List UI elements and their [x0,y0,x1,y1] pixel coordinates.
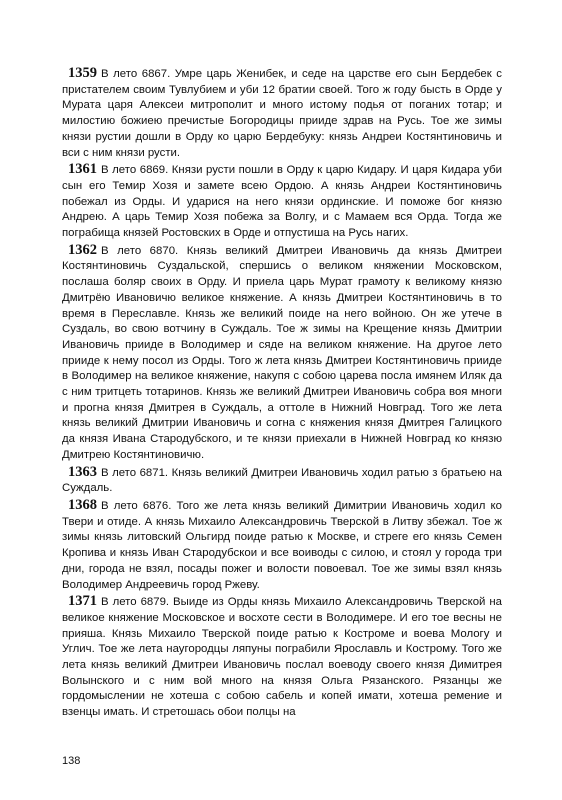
entry-year: 1359 [68,65,97,81]
entry-1362 [62,243,502,464]
entry-1359 [62,66,502,161]
entry-text: В лето 6870. Князь великий Дмитреи Ивановичь да князь Дмитреи Костянтиновичь Суздальской, спершись о великом княжении Московском, послаша боляр своих в Орду. И приела царь Мурат грамоту к великому князю Дмитрёю Ивановичю великое княжение. А князь Дмитреи Костянтиновичь в то время в Переславле. Князь же великий поиде на него войною. Он же утече в Суздаль, во свою вотчину в Суждаль. Тое ж зимы на Крещение князь Дмитрии Ивановичь прииде в Володимер и сяде на великом княжение. На другое лето прииде к нему посол из Орды. Того ж лета князь Дмитреи Костянтиновичь прииде в Володимер на великое княжение, накупя с собою царева посла имянем Иляк да с ним тритцеть тотаринов. Князь же великий Дмитреи Ивановичь собра воя многи и прогна князя Дмитрея в Суждаль, а оттоле в Нижний Новград. Того же лета князь великий Дмитрии Ивановичь и согна с княжения князя Дмитрея Галицкого да князя Ивана Стародубского, и те князи приехали в Нижней Новград ко князю Дмитрею Костянтиновичю. [62,244,502,461]
entry-year: 1363 [68,463,97,480]
entry-1363 [62,465,502,497]
entry-1368 [62,498,502,593]
entry-year: 1361 [68,161,97,178]
entry-text: В лето 6867. Умре царь Женибек, и седе на царстве его сын Бердебек с пристателем своим Тувлубием и уби 12 братии своей. Того ж году бысть в Орде у Мурата царя Алексеи митрополит и много истому подья от поганих тотар; и милостию божиею пречистые Богородицы прииде здрав на Русь. Тое же зимы князи рустии дошли в Орду ко царю Бердебуку: князь Андреи Костянтиновичь и вси с ним князи русти. [62,68,502,159]
page-number: 138 [62,755,81,767]
entry-1361 [62,162,502,242]
entry-text: В лето 6871. Князь великий Дмитреи Ивановичь ходил ратью з братьею на Суждаль. [62,466,502,495]
entry-text: В лето 6876. Того же лета князь великий Димитрии Ивановичь ходил ко Твери и отиде. А князь Михаило Александровичь Тверской в Литву збежал. Тое ж зимы князь литовский Ольгирд поиде ратью к Москве, и стреге его князь Семен Кропива и князь Иван Стародубскои и все воиводы с силою, и стоял у города три дни, города не взял, посады пожег и волости повоевал. Тое же зимы взял князь Володимер Андреевичь город Ржеву. [62,499,502,591]
entry-1371 [62,594,502,721]
entry-year: 1371 [68,593,97,610]
page-body [62,66,502,722]
entry-text: В лето 6869. Князи русти пошли в Орду к царю Кидару. И царя Кидара уби сын его Темир Хозя и замете всею Ордою. А князь Андреи Костянтиновичь побежал из Орды. И ударися на него князи ординские. И поможе бог князю Андрею. А царь Темир Хозя побежа за Волгу, и с Мамаем вся Орда. Тогда же пограбища князей Ростовских в Орде и отпустиша на Русь нагих. [62,164,502,240]
entry-year: 1362 [68,241,97,258]
entry-year: 1368 [68,496,97,513]
entry-text: В лето 6879. Выиде из Орды князь Михаило Александровичь Тверской на великое княжение Московское и восхоте сести в Володимере. И его тое весны не прияша. Князь Михаило Тверской поиде ратью к Костроме и воева Мологу и Углич. Тое же лета наугородцы ляпуны пограбили Ярославль и Кострому. Того же лета князь великий Дмитреи Ивановичь послал воеводу своего князя Димитрея Волынского и с ним вой много на князя Ольга Рязанского. Рязанцы же гордомыслении не хотеша с собою сабель и копей имати, хотеша ремение и взенцы имать. И стретошась обои полцы на [62,596,502,719]
